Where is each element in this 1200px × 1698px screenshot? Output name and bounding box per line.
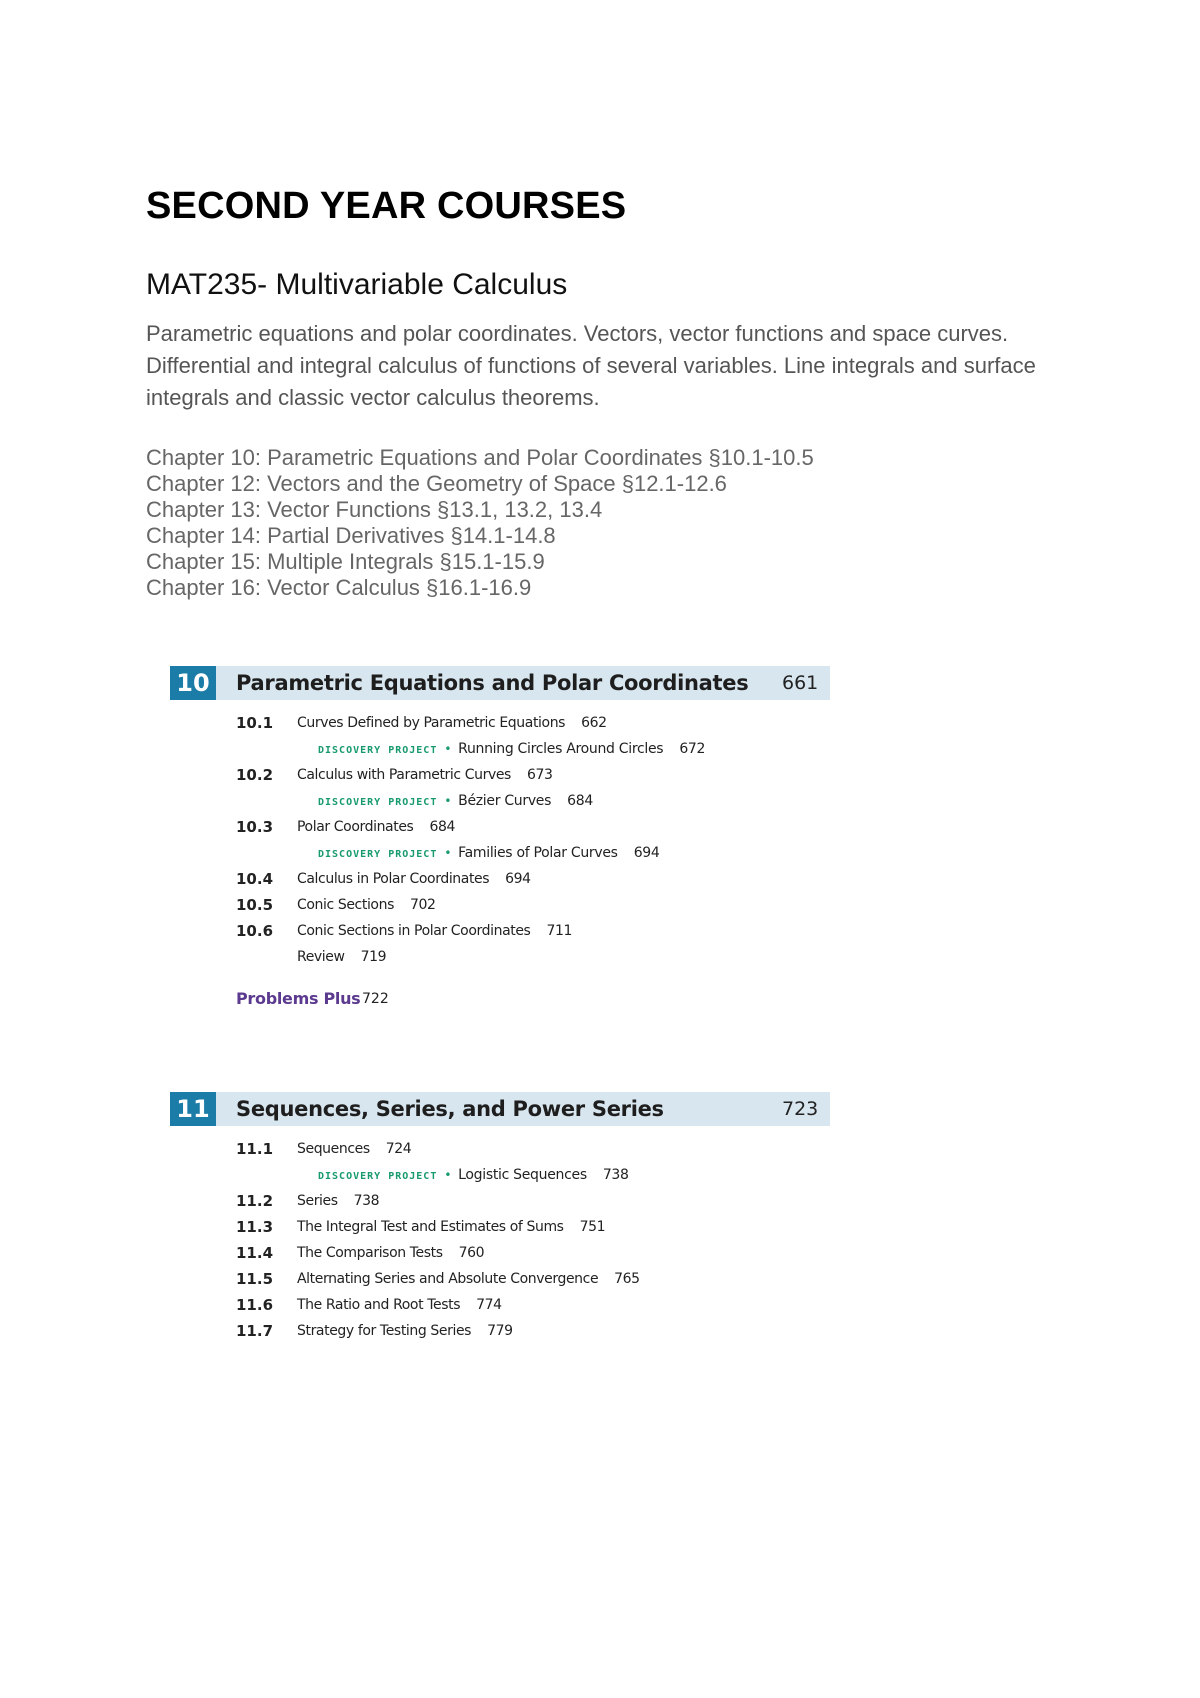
problems-plus-page: 722	[362, 991, 389, 1007]
section-row	[170, 1240, 830, 1266]
discovery-project-row	[170, 788, 830, 814]
project-title: Families of Polar Curves	[458, 845, 618, 861]
section-page: 724	[385, 1141, 412, 1157]
section-number: 10.6	[236, 922, 274, 940]
problems-plus-label: Problems Plus	[236, 989, 361, 1008]
section-page: 779	[487, 1323, 513, 1339]
section-row	[170, 1188, 830, 1214]
section-page: 774	[476, 1297, 502, 1313]
section-row	[170, 1292, 830, 1318]
section-number: 11.4	[236, 1244, 274, 1262]
bullet-icon: •	[444, 794, 452, 808]
section-title: Curves Defined by Parametric Equations	[297, 715, 566, 731]
section-page: 702	[409, 897, 436, 913]
project-title: Logistic Sequences	[458, 1167, 587, 1183]
discovery-project-row	[170, 736, 830, 762]
section-row	[170, 866, 830, 892]
chapter-line: Chapter 14: Partial Derivatives §14.1-14.8	[146, 523, 556, 548]
section-title: Sequences	[297, 1141, 370, 1157]
chapter-title: Parametric Equations and Polar Coordinates	[236, 671, 749, 695]
section-number: 10.2	[236, 766, 274, 784]
section-list	[170, 1136, 830, 1344]
section-page: 673	[526, 767, 553, 783]
section-row	[170, 814, 830, 840]
problems-plus-row	[170, 984, 830, 1014]
section-page: 765	[614, 1271, 640, 1287]
toc-chapter-10	[170, 666, 830, 1014]
page-heading: SECOND YEAR COURSES	[146, 185, 627, 227]
chapter-header-bar	[170, 1092, 830, 1126]
review-title: Review	[297, 949, 345, 965]
chapter-page: 661	[782, 672, 819, 694]
chapter-header-bar	[170, 666, 830, 700]
section-row	[170, 1214, 830, 1240]
project-page: 694	[633, 845, 660, 861]
section-row	[170, 1136, 830, 1162]
review-row	[170, 944, 830, 970]
section-title: The Ratio and Root Tests	[297, 1297, 461, 1313]
section-number: 10.4	[236, 870, 274, 888]
section-list	[170, 710, 830, 1014]
section-row	[170, 918, 830, 944]
discovery-project-label: DISCOVERY PROJECT	[318, 745, 438, 756]
discovery-project-row	[170, 1162, 830, 1188]
section-row	[170, 1318, 830, 1344]
section-number: 11.3	[236, 1218, 274, 1236]
section-number: 11.7	[236, 1322, 274, 1340]
section-title: Conic Sections in Polar Coordinates	[297, 923, 531, 939]
section-number: 10.3	[236, 818, 274, 836]
section-title: The Integral Test and Estimates of Sums	[297, 1219, 564, 1235]
discovery-project-label: DISCOVERY PROJECT	[318, 1171, 438, 1182]
section-title: Polar Coordinates	[297, 819, 414, 835]
section-row	[170, 892, 830, 918]
chapter-number-badge: 10	[170, 666, 216, 700]
course-title: MAT235- Multivariable Calculus	[146, 268, 568, 301]
section-title: Calculus in Polar Coordinates	[297, 871, 490, 887]
review-page: 719	[360, 949, 387, 965]
project-page: 684	[567, 793, 593, 809]
chapter-list	[146, 445, 814, 601]
project-page: 672	[679, 741, 706, 757]
section-page: 751	[579, 1219, 606, 1235]
chapter-line: Chapter 15: Multiple Integrals §15.1-15.9	[146, 549, 545, 574]
toc-chapter-11	[170, 1092, 830, 1344]
section-row	[170, 762, 830, 788]
project-page: 738	[602, 1167, 629, 1183]
chapter-page: 723	[782, 1098, 819, 1120]
chapter-line: Chapter 10: Parametric Equations and Polar Coordinates §10.1-10.5	[146, 445, 814, 470]
section-number: 11.1	[236, 1140, 274, 1158]
section-page: 662	[581, 715, 607, 731]
section-title: Conic Sections	[297, 897, 394, 913]
section-title: The Comparison Tests	[297, 1245, 443, 1261]
section-row	[170, 1266, 830, 1292]
section-number: 11.5	[236, 1270, 274, 1288]
course-description: Parametric equations and polar coordinates. Vectors, vector functions and space curves. Differential and integral calculus of functions of several variables. Line integrals and surface integrals and classic vector calculus theorems.	[146, 321, 1036, 410]
bullet-icon: •	[444, 1168, 452, 1182]
section-row	[170, 710, 830, 736]
section-page: 684	[429, 819, 455, 835]
section-number: 10.1	[236, 714, 274, 732]
section-title: Strategy for Testing Series	[297, 1323, 472, 1339]
chapter-number-badge: 11	[170, 1092, 216, 1126]
section-page: 738	[353, 1193, 380, 1209]
bullet-icon: •	[444, 742, 452, 756]
chapter-line: Chapter 16: Vector Calculus §16.1-16.9	[146, 575, 532, 600]
bullet-icon: •	[444, 846, 452, 860]
section-number: 11.2	[236, 1192, 274, 1210]
chapter-line: Chapter 13: Vector Functions §13.1, 13.2, 13.4	[146, 497, 603, 522]
section-page: 760	[458, 1245, 485, 1261]
section-title: Calculus with Parametric Curves	[297, 767, 511, 783]
section-page: 694	[505, 871, 531, 887]
discovery-project-label: DISCOVERY PROJECT	[318, 849, 438, 860]
section-title: Alternating Series and Absolute Convergence	[297, 1271, 599, 1287]
discovery-project-label: DISCOVERY PROJECT	[318, 797, 438, 808]
chapter-title: Sequences, Series, and Power Series	[236, 1097, 664, 1121]
section-title: Series	[297, 1193, 338, 1209]
section-page: 711	[546, 923, 572, 939]
section-number: 11.6	[236, 1296, 274, 1314]
project-title: Running Circles Around Circles	[458, 741, 664, 757]
project-title: Bézier Curves	[458, 793, 552, 809]
section-number: 10.5	[236, 896, 274, 914]
chapter-line: Chapter 12: Vectors and the Geometry of Space §12.1-12.6	[146, 471, 727, 496]
discovery-project-row	[170, 840, 830, 866]
